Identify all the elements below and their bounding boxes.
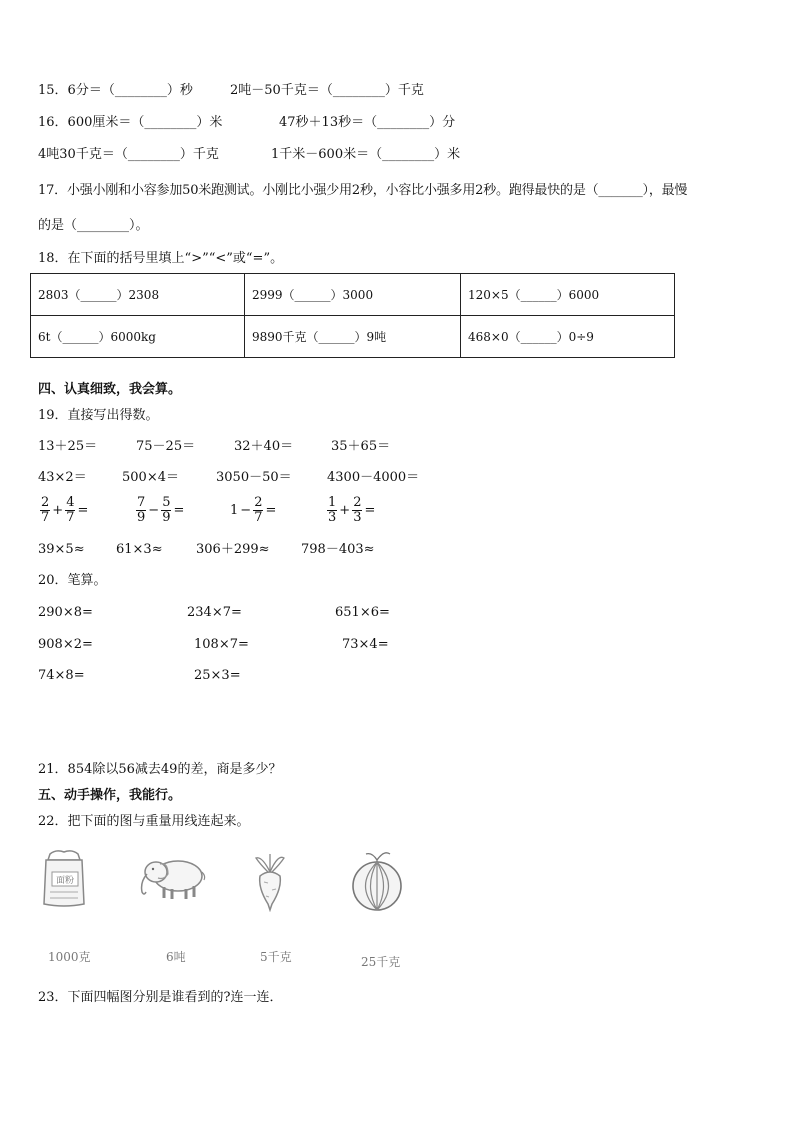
- q19-item: 13＋25＝: [38, 439, 98, 454]
- comparison-table: [30, 273, 675, 358]
- fraction: $\frac{4}{7}$: [66, 495, 75, 525]
- fraction: 7 9: [137, 495, 146, 525]
- q19-item: 75－25＝: [136, 439, 196, 454]
- fraction-expression: 1 − $\frac{2}{7}$ =: [230, 495, 277, 525]
- elephant-icon: [136, 854, 208, 908]
- q16-item-d: 1千米－600米＝（________）米: [271, 147, 461, 162]
- q16-item-b: 47秒＋13秒＝（________）分: [279, 115, 456, 130]
- table-row: [31, 316, 675, 358]
- fraction-expression: 2 7 + $\frac{4}{7}$ =: [41, 495, 89, 525]
- q20-item: 74×8=: [38, 668, 85, 683]
- q17-line1: 17．小强小刚和小容参加50米跑测试。小刚比小强少用2秒，小容比小强多用2秒。跑得最快的是（_______），最慢: [38, 183, 688, 198]
- fraction-expression: 7 9 − $\frac{5}{9}$ =: [137, 495, 185, 525]
- weight-label: 25千克: [361, 955, 401, 969]
- table-cell: 2803（______）2308: [31, 274, 245, 316]
- q19-item: 32＋40＝: [234, 439, 294, 454]
- table-cell: 6t（______）6000kg: [31, 316, 245, 358]
- q20-item: 234×7=: [187, 605, 242, 620]
- q20-item: 908×2=: [38, 637, 93, 652]
- table-cell: 2999（______）3000: [245, 274, 461, 316]
- q19-item: 61×3≈: [116, 542, 163, 557]
- q18-title: 18．在下面的括号里填上“>”“<”或“=”。: [38, 251, 284, 266]
- q23-text: 23．下面四幅图分别是谁看到的?连一连．: [38, 990, 283, 1005]
- q19-item: 4300－4000＝: [327, 470, 420, 485]
- q19-title: 19．直接写出得数。: [38, 408, 159, 423]
- weight-label: 6吨: [166, 950, 186, 964]
- q19-item: 500×4＝: [122, 470, 179, 485]
- q19-item: 35＋65＝: [331, 439, 391, 454]
- flour-bag-icon: [40, 848, 88, 914]
- q16-item-c: 4吨30千克＝（________）千克: [38, 147, 219, 162]
- q19-item: 43×2＝: [38, 470, 87, 485]
- q19-item: 3050－50＝: [216, 470, 292, 485]
- q15-item-a: 15．6分＝（________）秒: [38, 83, 193, 98]
- fraction-expression: 1 3 + $\frac{2}{3}$ =: [328, 495, 376, 525]
- q17-line2: 的是（________）。: [38, 218, 149, 233]
- q20-item: 73×4=: [342, 637, 389, 652]
- q19-item: 39×5≈: [38, 542, 85, 557]
- q19-item: 798－403≈: [301, 542, 375, 557]
- q16-item-a: 16．600厘米＝（________）米: [38, 115, 223, 130]
- fraction: $\frac{2}{3}$: [353, 495, 362, 525]
- q20-item: 651×6=: [335, 605, 390, 620]
- fraction: 2 7: [41, 495, 50, 525]
- section-heading-5: 五、动手操作，我能行。: [38, 788, 182, 803]
- q21-text: 21．854除以56减去49的差，商是多少？: [38, 762, 282, 777]
- svg-text:面粉: 面粉: [55, 876, 75, 886]
- q19-item: 306＋299≈: [196, 542, 270, 557]
- table-cell: 468×0（______）0÷9: [461, 316, 675, 358]
- q20-item: 290×8=: [38, 605, 93, 620]
- table-cell: 9890千克（______）9吨: [245, 316, 461, 358]
- fraction: 1 3: [328, 495, 337, 525]
- watermelon-icon: [350, 850, 404, 916]
- q20-item: 108×7=: [194, 637, 249, 652]
- q20-title: 20．笔算。: [38, 573, 107, 588]
- weight-label: 5千克: [260, 950, 292, 964]
- section-heading-4: 四、认真细致，我会算。: [38, 382, 182, 397]
- q20-item: 25×3=: [194, 668, 241, 683]
- fraction: $\frac{2}{7}$: [254, 495, 263, 525]
- table-row: [31, 274, 675, 316]
- q22-title: 22．把下面的图与重量用线连起来。: [38, 814, 250, 829]
- radish-icon: [250, 852, 290, 916]
- table-cell: 120×5（______）6000: [461, 274, 675, 316]
- weight-label: 1000克: [48, 950, 91, 964]
- q15-item-b: 2吨－50千克＝（________）千克: [230, 83, 424, 98]
- fraction: $\frac{5}{9}$: [162, 495, 171, 525]
